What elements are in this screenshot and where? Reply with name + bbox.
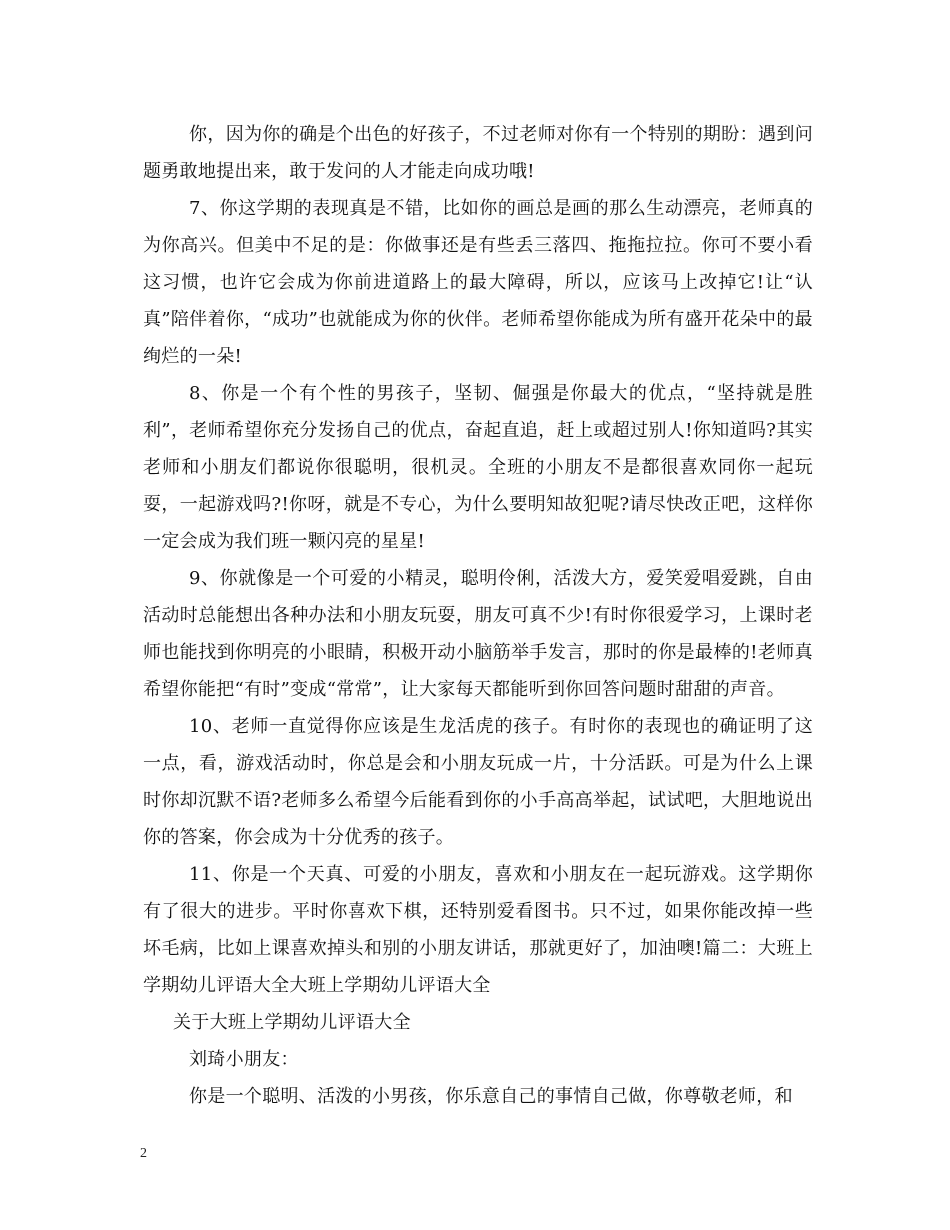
salutation: 刘琦小朋友： [189,1049,299,1070]
page-number: 2 [140,1146,147,1161]
paragraph-liuqi-comment: 你是一个聪明、活泼的小男孩，你乐意自己的事情自己做，你尊敬老师，和 [189,1086,793,1107]
document-body [143,116,813,1115]
paragraph-comment-9: 9、你就像是一个可爱的小精灵，聪明伶俐，活泼大方，爱笑爱唱爱跳，自由活动时总能想出各种办法和小朋友玩耍，朋友可真不少!有时你很爱学习，上课时老师也能找到你明亮的小眼睛，积极开动小脑筋举手发言，那时的你是最棒的!老师真希望你能把“有时”变成“常常”，让大家每天都能听到你回答问题时甜甜的声音。 [143,568,813,700]
paragraph-continuation: 你，因为你的确是个出色的好孩子，不过老师对你有一个特别的期盼：遇到问题勇敢地提出来，敢于发问的人才能走向成功哦! [143,124,813,182]
paragraph-comment-8: 8、你是一个有个性的男孩子，坚韧、倔强是你最大的优点，“坚持就是胜利”，老师希望你充分发扬自己的优点，奋起直追，赶上或超过别人!你知道吗?其实老师和小朋友们都说你很聪明，很机灵。全班的小朋友不是都很喜欢同你一起玩耍，一起游戏吗?!你呀，就是不专心，为什么要明知故犯呢?请尽快改正吧，这样你一定会成为我们班一颗闪亮的星星! [143,383,813,552]
section-heading: 关于大班上学期幼儿评语大全 [173,1012,411,1033]
paragraph-comment-10: 10、老师一直觉得你应该是生龙活虎的孩子。有时你的表现也的确证明了这一点，看，游戏活动时，你总是会和小朋友玩成一片，十分活跃。可是为什么上课时你却沉默不语?老师多么希望今后能看到你的小手高高举起，试试吧，大胆地说出你的答案，你会成为十分优秀的孩子。 [143,716,813,848]
paragraph-comment-11: 11、你是一个天真、可爱的小朋友，喜欢和小朋友在一起玩游戏。这学期你有了很大的进步。平时你喜欢下棋，还特别爱看图书。只不过，如果你能改掉一些坏毛病，比如上课喜欢掉头和别的小朋友讲话，那就更好了，加油噢!篇二：大班上学期幼儿评语大全大班上学期幼儿评语大全 [143,864,813,996]
paragraph-comment-7: 7、你这学期的表现真是不错，比如你的画总是画的那么生动漂亮，老师真的为你高兴。但美中不足的是：你做事还是有些丢三落四、拖拖拉拉。你可不要小看这习惯，也许它会成为你前进道路上的最大障碍，所以，应该马上改掉它!让“认真”陪伴着你，“成功”也就能成为你的伙伴。老师希望你能成为所有盛开花朵中的最绚烂的一朵! [143,198,813,367]
